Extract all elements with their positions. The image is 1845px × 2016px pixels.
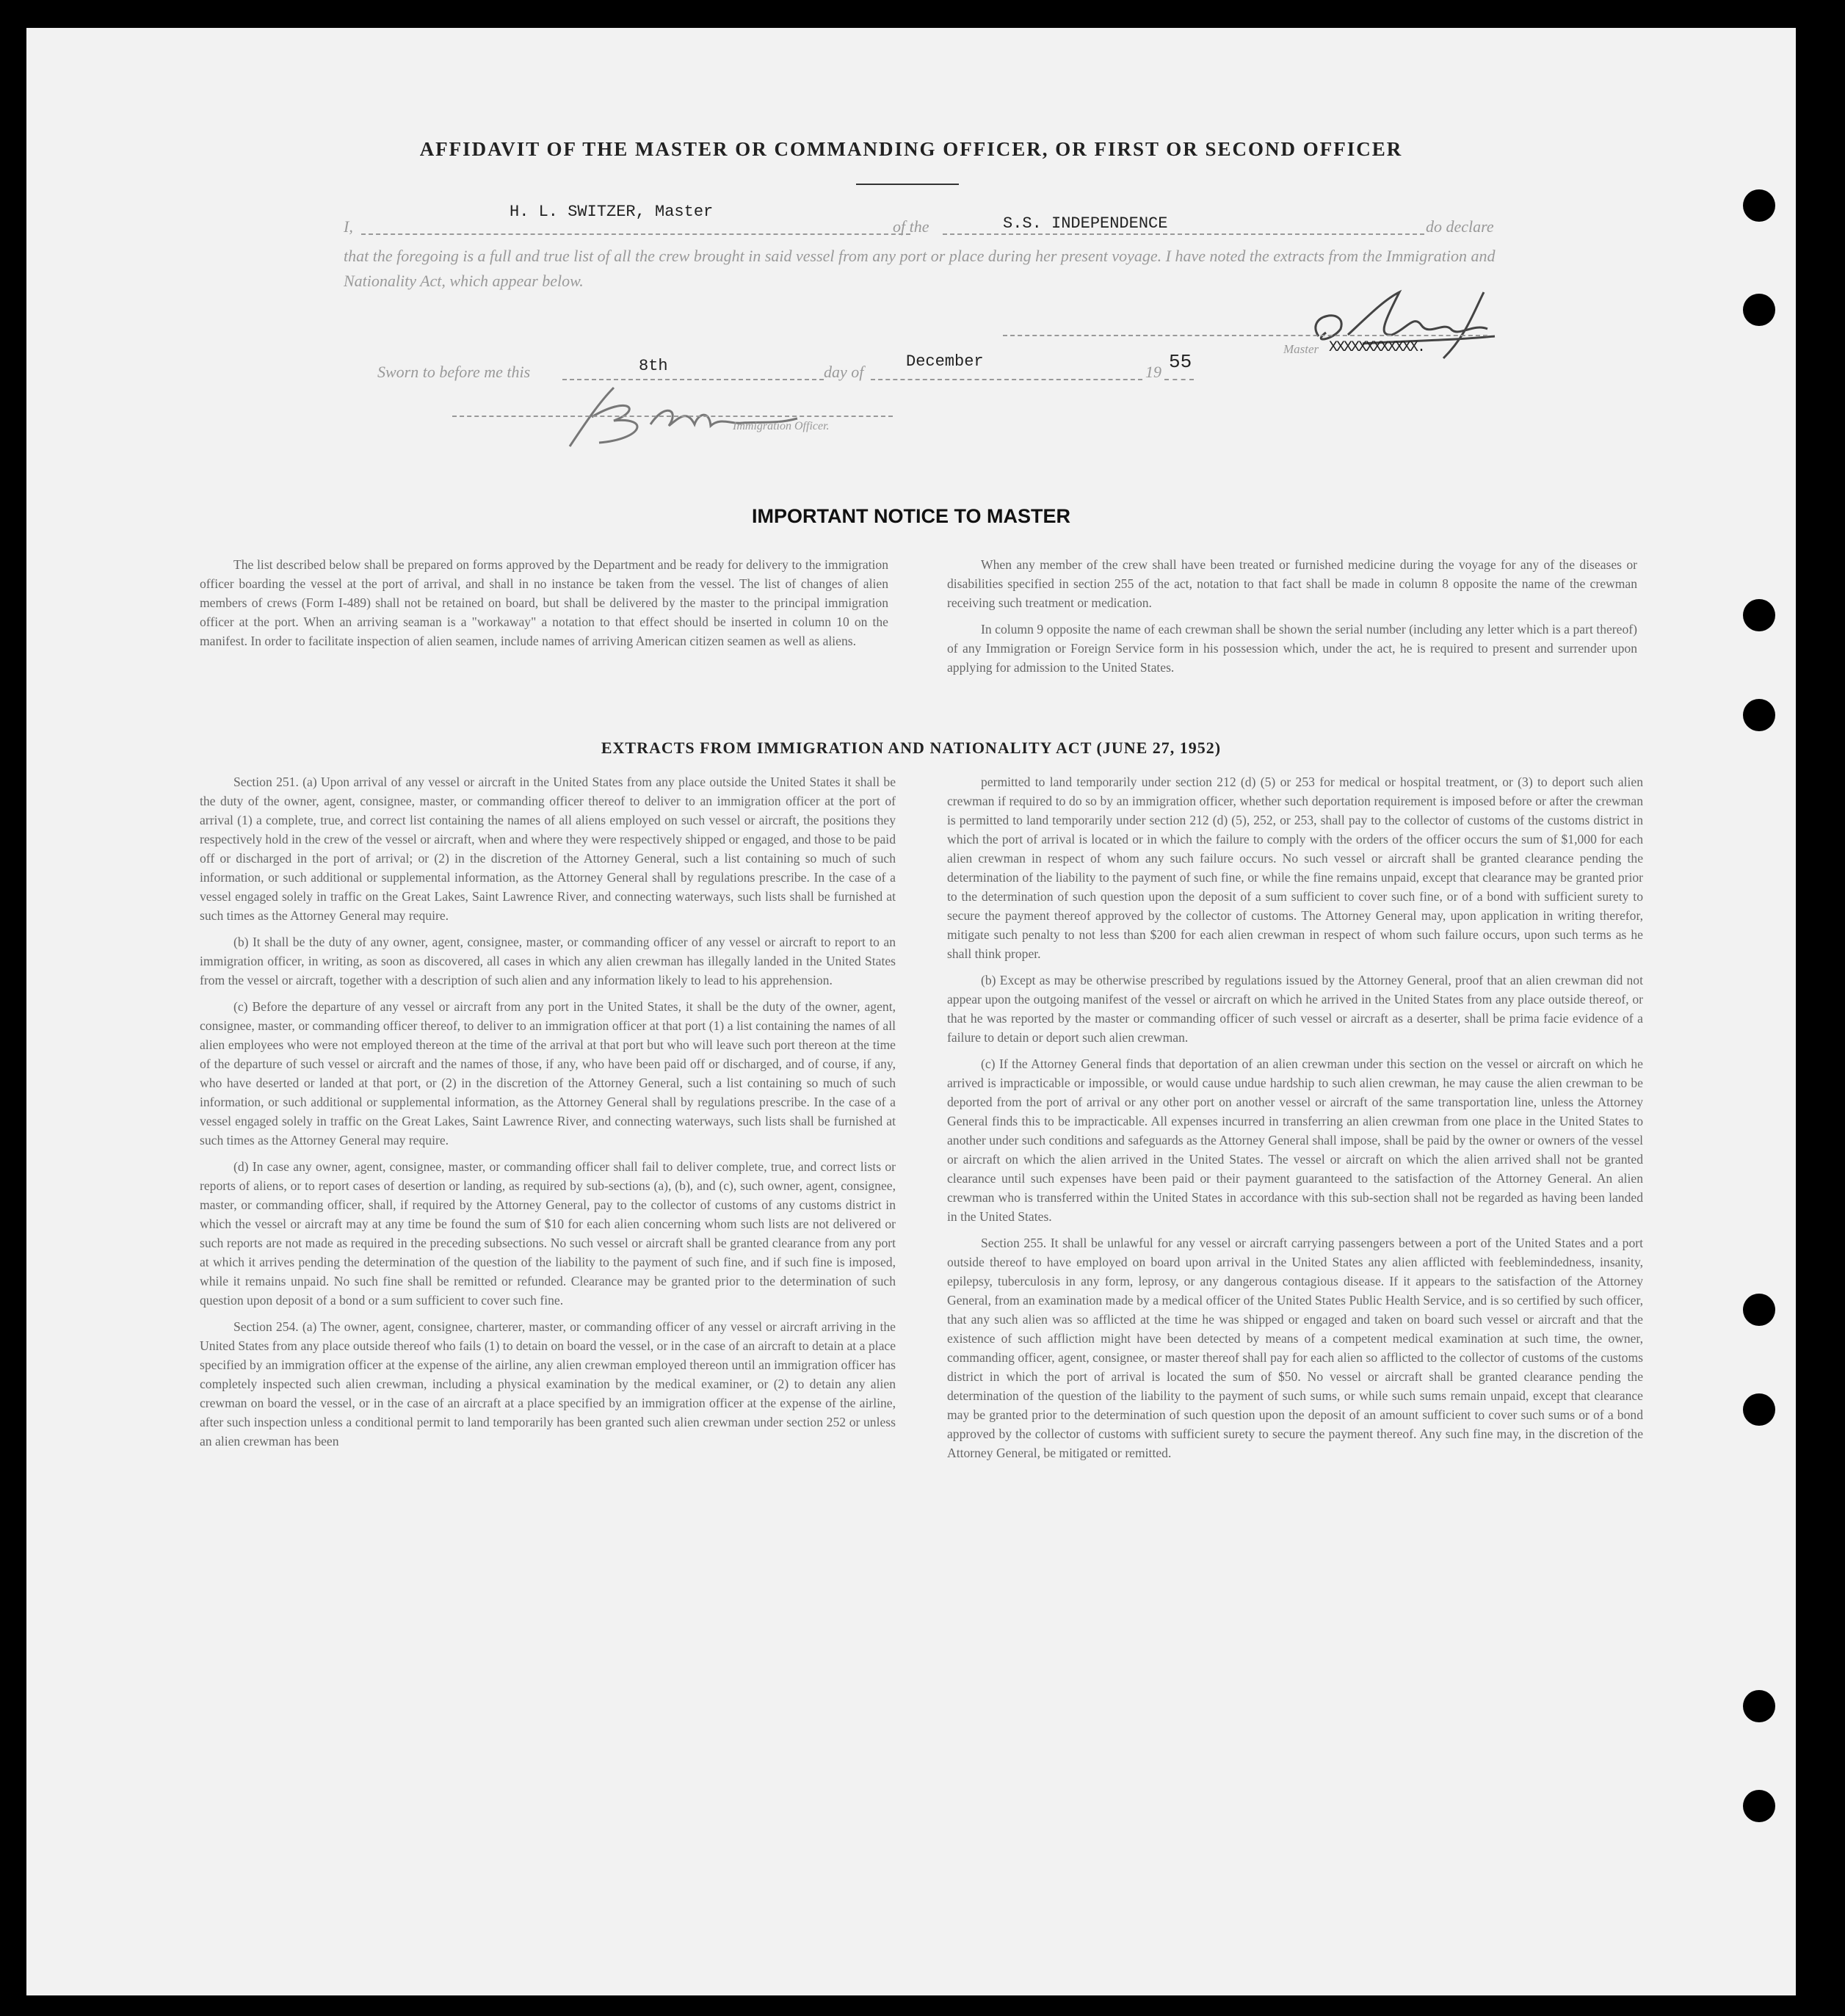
section-254-b: (b) Except as may be otherwise prescribed by regulations issued by the Attorney General, proof that an alien crewman did not appear upon the outgoing manifest of the vessel or aircraft on which he arrived in the United States from any place outside thereof, or that he was reported by the master or commanding officer of such vessel or aircraft as a deserter, shall be prima facie evidence of a failure to detain or deport such alien crewman. <box>947 973 1643 1045</box>
master-label: Master <box>1283 342 1319 356</box>
notice-left-column <box>200 555 888 658</box>
section-251-a: Section 251. (a) Upon arrival of any vessel or aircraft in the United States from any place outside the United States it shall be the duty of the owner, agent, consignee, master, or commanding officer thereof to deliver to an immigration officer at the port of arrival (1) a complete, true, and correct list containing the names of all aliens employed on such vessel or aircraft, the positions they respectively hold in the crew of the vessel or aircraft, when and where they were respectively shipped or engaged, and those to be paid off or discharged in the port of arrival; or (2) in the discretion of the Attorney General, such a list containing so much of such information, or such additional or supplemental information, as the Attorney General shall by regulations prescribe. In the case of a vessel engaged solely in traffic on the Great Lakes, Saint Lawrence River, and connecting waterways, such lists shall be furnished at such times as the Attorney General may require. <box>200 775 896 923</box>
section-254-c: (c) If the Attorney General finds that deportation of an alien crewman under this section on the vessel or aircraft on which he arrived is impracticable or impossible, or would cause undue hardship to such alien crewman, he may cause the alien crewman to be deported from the port of arrival or any other port on another vessel or aircraft of the same transportation line, unless the Attorney General finds this to be impracticable. All expenses incurred in transferring an alien crewman from one place in the United States to another under such conditions and safeguards as the Attorney General shall impose, shall be paid by the owner or owners of the vessel or aircraft on which the alien arrived in the United States. The vessel or aircraft on which the alien arrived shall not be granted clearance until such expenses have been paid or their payment guaranteed to the satisfaction of the Attorney General. An alien crewman who is transferred within the United States in accordance with this sub-section shall not be regarded as having been landed in the United States. <box>947 1056 1643 1224</box>
declaration-statement: that the foregoing is a full and true list of all the crew brought in said vessel from any port or place during her present voyage. I have noted the extracts from the Immigration and Nationality Act, which appear below. <box>344 247 1496 290</box>
i-label: I, <box>344 217 353 236</box>
do-declare-label: do declare <box>1426 217 1494 236</box>
day-of-label: day of <box>824 363 864 381</box>
section-255: Section 255. It shall be unlawful for any vessel or aircraft carrying passengers between a port of the United States and a port outside thereof to have employed on board upon arrival in the United States any alien afflicted with feeblemindedness, insanity, epilepsy, tuberculosis in any form, leprosy, or any dangerous contagious disease. If it appears to the satisfaction of the Attorney General, from an examination made by a medical officer of the United States Public Health Service, and is so certified by such officer, that any such alien was so afflicted at the time he was shipped or engaged and taken on board such vessel or aircraft and that the existence of such affliction might have been detected by means of a competent medical examination at such time, the owner, commanding officer, agent, consignee, or master thereof shall pay for each alien so afflicted to the collector of customs of the customs district in which the port of arrival is located the sum of $50. No vessel or aircraft shall be granted clearance pending the determination of the question of the liability to the payment of such sums, or while such sums remain unpaid, except that clearance may be granted prior to the determination of such question upon the deposit of an amount sufficient to cover such sums or of a bond approved by the collector of customs with sufficient surety to secure the payment thereof. Any such fine may, in the discretion of the Attorney General, be mitigated or remitted. <box>947 1236 1643 1460</box>
year-prefix: 19 <box>1145 363 1161 381</box>
officer-signature-line <box>452 416 893 417</box>
of-the-label: of the <box>893 217 929 236</box>
document-page <box>26 28 1796 1995</box>
extracts-right-column <box>947 772 1643 1470</box>
notice-left-paragraph: The list described below shall be prepared on forms approved by the Department and be ready for delivery to the immigration officer boarding the vessel at the port of arrival, and shall in no instance be taken from the vessel. The list of changes of alien members of crews (Form I-489) shall not be retained on board, but shall be delivered by the master to the principal immigration officer at the port. When an arriving seaman is a "workaway" a notation to that effect should be inserted in column 10 on the manifest. In order to facilitate inspection of alien seamen, include names of arriving American citizen seamen as well as aliens. <box>200 557 888 648</box>
binder-hole-7 <box>1743 1690 1775 1722</box>
year-line <box>1164 379 1194 380</box>
month-line <box>871 379 1142 380</box>
section-254-a-continued: permitted to land temporarily under section 212 (d) (5) or 253 for medical or hospital treatment, or (3) to deport such alien crewman if required to do so by an immigration officer, whether such deportation requirement is imposed before or after the crewman is permitted to land temporarily under section 212 (d) (5), 252, or 253, shall pay to the collector of customs of the customs district in which the port of arrival is located or in which the failure to comply with the orders of the officer occurs the sum of $1,000 for each alien crewman in respect of whom any such failure occurs. No such vessel or aircraft shall be granted clearance pending the determination of the liability to the payment of such fine, or while the fine remains unpaid, except that clearance may be granted prior to the determination of such question upon the deposit of a sum sufficient to cover such fine, or of a bond with sufficient surety to secure the payment thereof approved by the collector of customs. The Attorney General may, upon application in writing therefor, mitigate such penalty to not less than $200 for each alien crewman in respect of whom such failure occurs, upon such terms as he shall think proper. <box>947 775 1643 961</box>
master-title-struck: XXXXXXXXXXXX. <box>1329 339 1425 356</box>
notice-title: IMPORTANT NOTICE TO MASTER <box>752 505 1070 527</box>
master-name: H. L. SWITZER, Master <box>510 203 714 221</box>
vessel-name: S.S. INDEPENDENCE <box>1003 214 1168 233</box>
affidavit-title: AFFIDAVIT OF THE MASTER OR COMMANDING OFFICER, OR FIRST OR SECOND OFFICER <box>419 138 1403 160</box>
section-251-b: (b) It shall be the duty of any owner, agent, consignee, master, or commanding officer of any vessel or aircraft to report to an immigration officer, in writing, as soon as discovered, all cases in which any alien crewman has illegally landed in the United States from the vessel or aircraft, together with a description of such alien and any information likely to lead to his apprehension. <box>200 935 896 987</box>
month-value: December <box>906 352 984 371</box>
binder-hole-2 <box>1743 294 1775 326</box>
year-value: 55 <box>1169 351 1192 373</box>
notice-right-column <box>947 555 1637 684</box>
sworn-label: Sworn to before me this <box>377 363 531 381</box>
binder-hole-3 <box>1743 599 1775 631</box>
binder-hole-8 <box>1743 1790 1775 1822</box>
notice-right-paragraph-2: In column 9 opposite the name of each crewman shall be shown the serial number (including any letter which is a part thereof) of any Immigration or Foreign Service form in his possession which, under the act, he is required to present and surrender upon applying for admission to the United States. <box>947 622 1637 675</box>
officer-label: Immigration Officer. <box>733 420 830 432</box>
vessel-line <box>943 233 1424 235</box>
binder-hole-1 <box>1743 189 1775 222</box>
day-value: 8th <box>639 357 668 375</box>
title-underline <box>856 184 959 185</box>
notice-right-paragraph-1: When any member of the crew shall have been treated or furnished medicine during the voyage for any of the diseases or disabilities specified in section 255 of the act, notation to that fact shall be made in column 8 opposite the name of the crewman receiving such treatment or medication. <box>947 557 1637 610</box>
section-254-a: Section 254. (a) The owner, agent, consignee, charterer, master, or commanding officer of any vessel or aircraft arriving in the United States from any place outside thereof who fails (1) to detain on board the vessel, or in the case of an aircraft to detain at a place specified by an immigration officer at the expense of the airline, any alien crewman employed thereon until an immigration officer has completely inspected such alien crewman, including a physical examination by the medical examiner, or (2) to detain any alien crewman on board the vessel, or in the case of an aircraft at a place specified by an immigration officer at the expense of the airline, after such inspection unless a conditional permit to land temporarily has been granted such alien crewman under section 252 or unless an alien crewman has been <box>200 1319 896 1448</box>
section-251-c: (c) Before the departure of any vessel or aircraft from any port in the United States, it shall be the duty of the owner, agent, consignee, master, or commanding officer thereof, to deliver to an immigration officer at that port (1) a list containing the names of all alien employees who were not employed thereon at the time of the arrival at that port but who will leave such port thereon at the time of the departure of such vessel or aircraft and the names of those, if any, who have been paid off or discharged, and of course, if any, who have deserted or landed at that port, or (2) in the discretion of the Attorney General, such a list containing so much of such information, or such additional or supplemental information, as the Attorney General shall by regulations prescribe. In the case of a vessel engaged solely in traffic on the Great Lakes, Saint Lawrence River, and connecting waterways, such lists shall be furnished at such times as the Attorney General may require. <box>200 999 896 1147</box>
binder-hole-6 <box>1743 1393 1775 1426</box>
section-251-d: (d) In case any owner, agent, consignee, master, or commanding officer shall fail to deliver complete, true, and correct lists or reports of aliens, or to report cases of desertion or landing, as required by sub-sections (a), (b), and (c), such owner, agent, consignee, master, or commanding officer, shall, if required by the Attorney General, pay to the collector of customs of any customs district in which the vessel or aircraft may at any time be found the sum of $10 for each alien concerning whom such lists are not delivered or such reports are not made as required in the preceding subsections. No such vessel or aircraft shall be granted clearance from any port at which it arrives pending the determination of the question of the liability to the payment of such fine, and if such fine is imposed, while it remains unpaid. No such fine shall be remitted or refunded. Clearance may be granted prior to the determination of such question upon deposit of a bond or a sum sufficient to cover such fine. <box>200 1159 896 1308</box>
extracts-title: EXTRACTS FROM IMMIGRATION AND NATIONALITY ACT (JUNE 27, 1952) <box>601 739 1222 757</box>
binder-hole-5 <box>1743 1294 1775 1326</box>
binder-hole-4 <box>1743 699 1775 731</box>
officer-signature <box>540 373 849 454</box>
name-line <box>361 233 910 235</box>
master-signature-line <box>1003 335 1487 336</box>
extracts-left-column <box>200 772 896 1458</box>
